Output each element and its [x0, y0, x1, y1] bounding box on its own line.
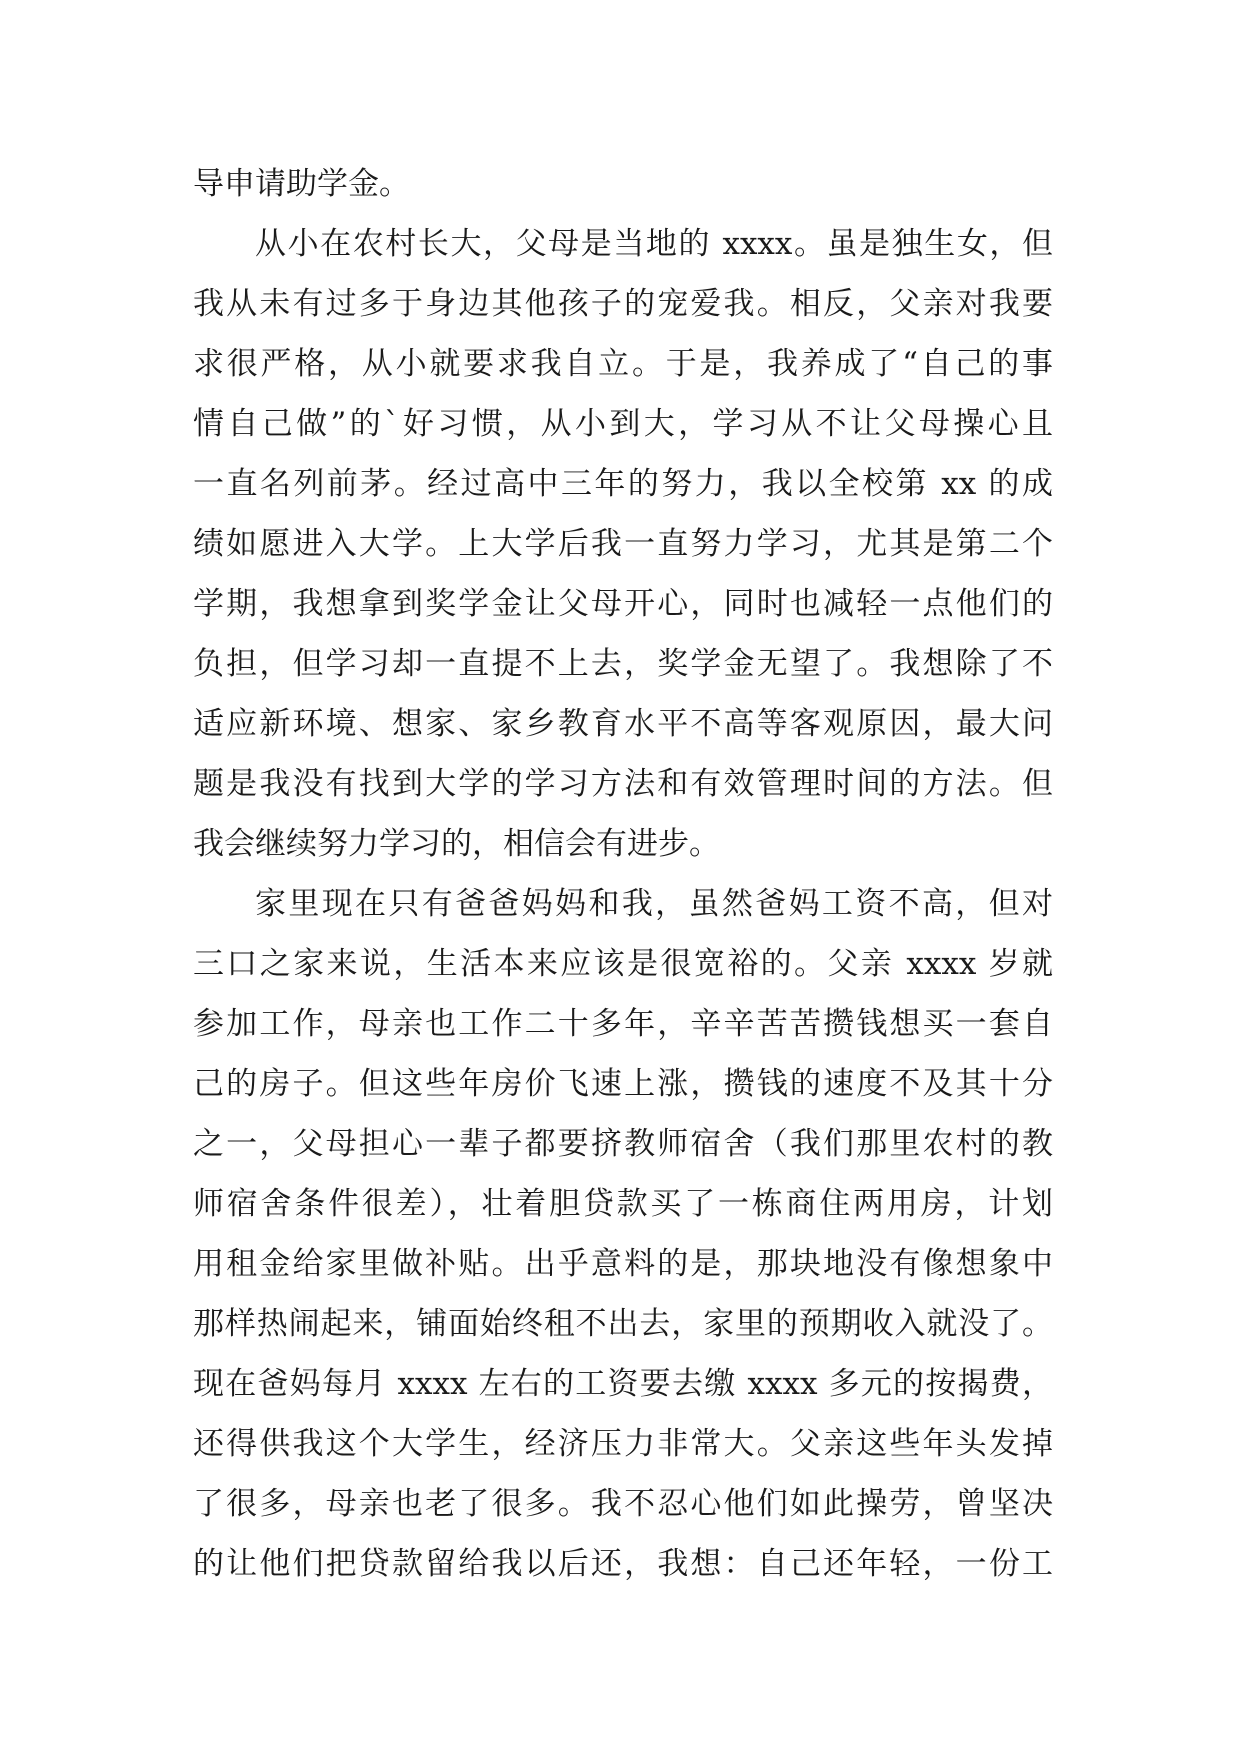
text-line: 己的房子。但这些年房价飞速上涨，攒钱的速度不及其十分: [193, 1066, 1053, 1102]
text-line: 题是我没有找到大学的学习方法和有效管理时间的方法。但: [193, 766, 1053, 802]
text-line: 的让他们把贷款留给我以后还，我想：自己还年轻，一份工: [193, 1546, 1053, 1582]
text-line: 学期，我想拿到奖学金让父母开心，同时也减轻一点他们的: [193, 586, 1053, 622]
text-line: 绩如愿进入大学。上大学后我一直努力学习，尤其是第二个: [193, 526, 1053, 562]
text-line: 参加工作，母亲也工作二十多年，辛辛苦苦攒钱想买一套自: [193, 1006, 1053, 1042]
text-line: 之一，父母担心一辈子都要挤教师宿舍（我们那里农村的教: [193, 1126, 1053, 1162]
text-line: 负担，但学习却一直提不上去，奖学金无望了。我想除了不: [193, 646, 1053, 682]
paragraph-start-line: 家里现在只有爸爸妈妈和我，虽然爸妈工资不高，但对: [255, 886, 1053, 922]
text-line: 三口之家来说，生活本来应该是很宽裕的。父亲 xxxx 岁就: [193, 946, 1053, 982]
text-line: 我会继续努力学习的，相信会有进步。: [193, 826, 720, 862]
text-line: 一直名列前茅。经过高中三年的努力，我以全校第 xx 的成: [193, 466, 1053, 502]
text-line: 我从未有过多于身边其他孩子的宠爱我。相反，父亲对我要: [193, 286, 1053, 322]
text-line: 用租金给家里做补贴。出乎意料的是，那块地没有像想象中: [193, 1246, 1053, 1282]
text-line: 那样热闹起来，铺面始终租不出去，家里的预期收入就没了。: [193, 1306, 1053, 1342]
text-line: 了很多，母亲也老了很多。我不忍心他们如此操劳，曾坚决: [193, 1486, 1053, 1522]
text-line: 情自己做”的`好习惯，从小到大，学习从不让父母操心且: [193, 406, 1053, 442]
text-line: 导申请助学金。: [193, 166, 410, 202]
text-line: 现在爸妈每月 xxxx 左右的工资要去缴 xxxx 多元的按揭费，: [193, 1366, 1053, 1402]
text-line: 适应新环境、想家、家乡教育水平不高等客观原因，最大问: [193, 706, 1053, 742]
document-body: [193, 154, 1053, 1594]
text-line: 还得供我这个大学生，经济压力非常大。父亲这些年头发掉: [193, 1426, 1053, 1462]
paragraph-start-line: 从小在农村长大，父母是当地的 xxxx。虽是独生女，但: [255, 226, 1053, 262]
text-line: 师宿舍条件很差），壮着胆贷款买了一栋商住两用房，计划: [193, 1186, 1053, 1222]
text-line: 求很严格，从小就要求我自立。于是，我养成了“自己的事: [193, 346, 1053, 382]
